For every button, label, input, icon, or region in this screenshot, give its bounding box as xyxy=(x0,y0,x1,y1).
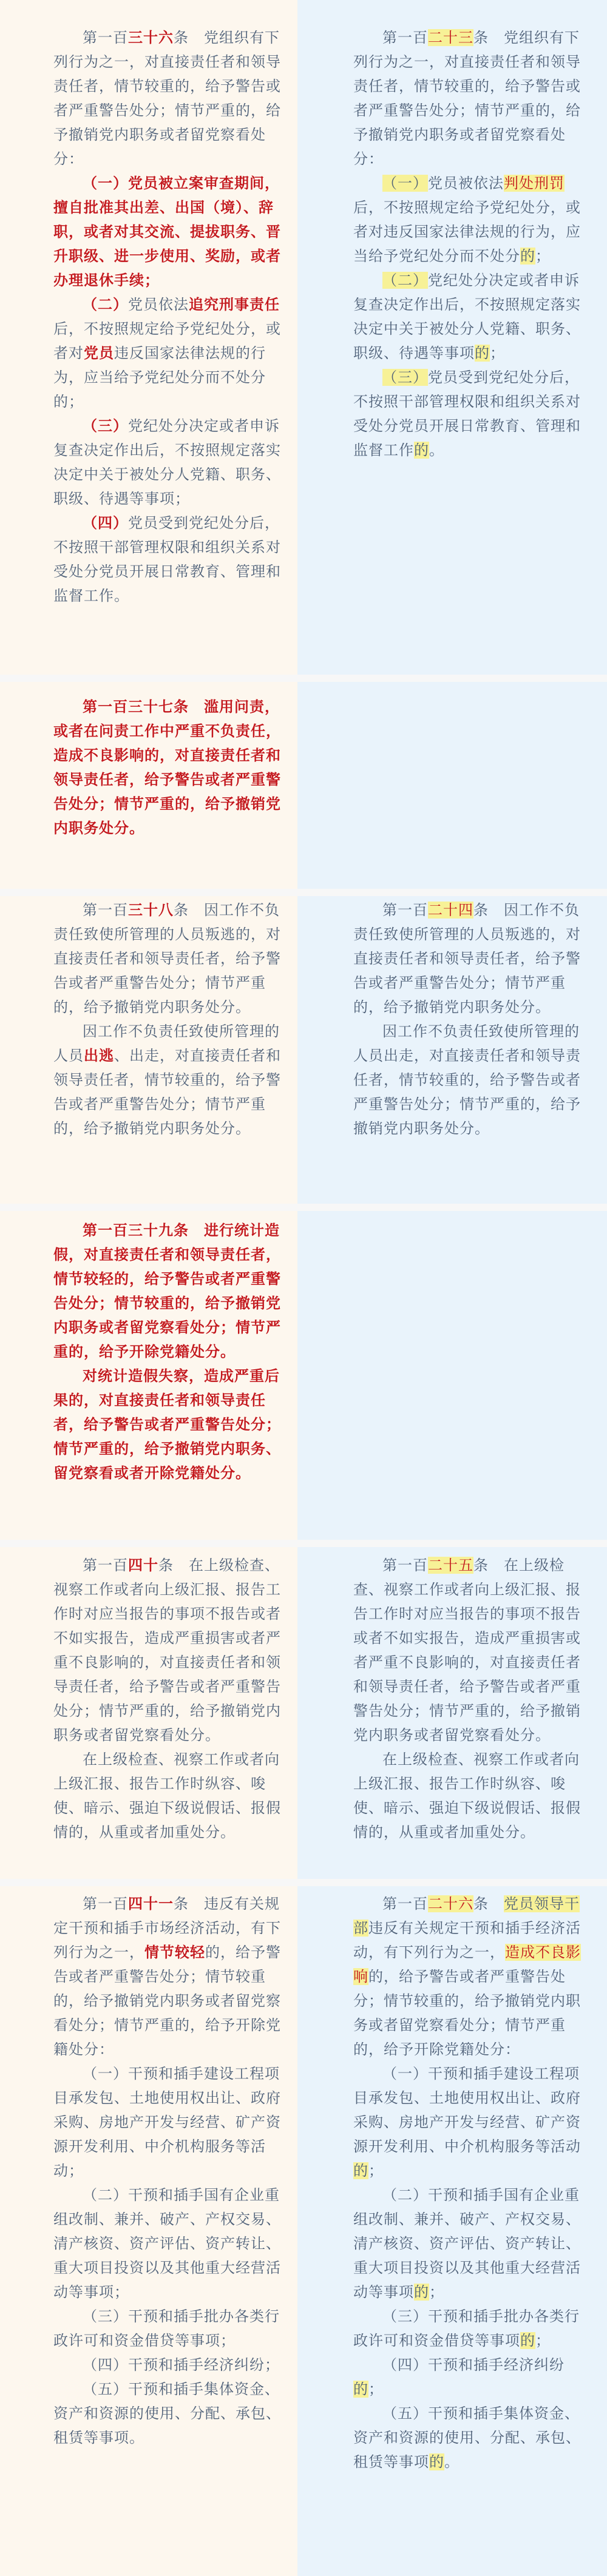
new-article-124 xyxy=(353,898,581,1141)
section-divider xyxy=(0,1204,607,1211)
section-divider xyxy=(0,675,607,682)
article-text: 第一百三十九条 进行统计造假，对直接责任者和领导责任者，情节较轻的，给予警告或者严重警告处分；情节较重的，给予撤销党内职务或者留党察看处分；情节严重的，给予开除党籍处分。 xyxy=(53,1222,281,1360)
article-heading: 第一百三十六条 党组织有下列行为之一，对直接责任者和领导责任者，情节较重的，给予警告或者严重警告处分；情节严重的，给予撤销党内职务或者留党察看处分： xyxy=(53,29,281,167)
article-heading: 第一百二十四条 因工作不负责任致使所管理的人员叛逃的，对直接责任者和领导责任者，给予警告或者严重警告处分；情节严重的，给予撤销党内职务处分。 xyxy=(353,902,581,1016)
article-heading: 第一百四十一条 违反有关规定干预和插手市场经济活动，有下列行为之一，情节较轻的，给予警告或者严重警告处分；情节较重的，给予撤销党内职务或者留党察看处分；情节严重的，给予开除党籍处分： xyxy=(53,1895,281,2058)
article-text: 第一百三十七条 滥用问责，或者在问责工作中严重不负责任，造成不良影响的，对直接责任者和领导责任者，给予警告或者严重警告处分；情节严重的，给予撤销党内职务处分。 xyxy=(53,698,281,837)
clause-3: （三）党纪处分决定或者申诉复查决定作出后，不按照规定落实决定中关于被处分人党籍、职务、职级、待遇等事项； xyxy=(53,417,281,507)
clause-3: （三）干预和插手批办各类行政许可和资金借贷等事项； xyxy=(53,2308,280,2349)
clause-4: （四）干预和插手经济纠纷的； xyxy=(353,2356,565,2398)
old-article-136 xyxy=(53,25,281,608)
clause-1: （一）党员被立案审查期间，擅自批准其出差、出国（境）、辞职，或者对其交流、提拔职务、晋升职级、进一步使用、奖励，或者办理退休手续； xyxy=(53,175,281,289)
clause-1: （一）党员被依法判处刑罚后，不按照规定给予党纪处分，或者对违反国家法律法规的行为，应当给予党纪处分而不处分的； xyxy=(353,175,581,265)
paragraph-2: 因工作不负责任致使所管理的人员出走，对直接责任者和领导责任者，情节较重的，给予警告或者严重警告处分；情节严重的，给予撤销党内职务处分。 xyxy=(353,1023,581,1137)
section-divider xyxy=(0,1540,607,1547)
section-divider xyxy=(0,889,607,896)
clause-3: （三）干预和插手批办各类行政许可和资金借贷等事项的； xyxy=(353,2308,580,2349)
old-article-140 xyxy=(53,1553,281,1844)
paragraph-2: 对统计造假失察，造成严重后果的，对直接责任者和领导责任者，给予警告或者严重警告处分；情节严重的，给予撤销党内职务、留党察看或者开除党籍处分。 xyxy=(53,1367,281,1482)
old-article-137 xyxy=(53,695,281,840)
clause-2: （二）党纪处分决定或者申诉复查决定作出后，不按照规定落实决定中关于被处分人党籍、职务、职级、待遇等事项的； xyxy=(353,272,581,362)
article-heading: 第一百三十八条 因工作不负责任致使所管理的人员叛逃的，对直接责任者和领导责任者，给予警告或者严重警告处分；情节严重的，给予撤销党内职务处分。 xyxy=(53,902,281,1016)
clause-2: （二）党员依法追究刑事责任后，不按照规定给予党纪处分，或者对党员违反国家法律法规的行为，应当给予党纪处分而不处分的； xyxy=(53,296,281,410)
clause-5: （五）干预和插手集体资金、资产和资源的使用、分配、承包、租赁等事项的。 xyxy=(353,2405,581,2470)
clause-4: （四）干预和插手经济纠纷； xyxy=(83,2356,280,2373)
section-divider xyxy=(0,1879,607,1886)
old-article-138 xyxy=(53,898,281,1141)
paragraph-2: 因工作不负责任致使所管理的人员出逃、出走，对直接责任者和领导责任者，情节较重的，给予警告或者严重警告处分；情节严重的，给予撤销党内职务处分。 xyxy=(53,1023,281,1137)
new-article-123 xyxy=(353,25,581,462)
article-heading: 第一百二十六条 党员领导干部违反有关规定干预和插手经济活动，有下列行为之一，造成不良影响的，给予警告或者严重警告处分；情节较重的，给予撤销党内职务或者留党察看处分；情节严重的，给予开除党籍处分： xyxy=(353,1895,581,2058)
paragraph-2: 在上级检查、视察工作或者向上级汇报、报告工作时纵容、唆使、暗示、强迫下级说假话、报假情的，从重或者加重处分。 xyxy=(53,1751,281,1841)
clause-2: （二）干预和插手国有企业重组改制、兼并、破产、产权交易、清产核资、资产评估、资产转让、重大项目投资以及其他重大经营活动等事项的； xyxy=(353,2187,581,2301)
clause-2: （二）干预和插手国有企业重组改制、兼并、破产、产权交易、清产核资、资产评估、资产转让、重大项目投资以及其他重大经营活动等事项； xyxy=(53,2187,281,2301)
new-article-126 xyxy=(353,1892,581,2474)
old-article-139 xyxy=(53,1218,281,1485)
clause-1: （一）干预和插手建设工程项目承发包、土地使用权出让、政府采购、房地产开发与经营、矿产资源开发利用、中介机构服务等活动； xyxy=(53,2065,281,2179)
paragraph-2: 在上级检查、视察工作或者向上级汇报、报告工作时纵容、唆使、暗示、强迫下级说假话、报假情的，从重或者加重处分。 xyxy=(353,1751,581,1841)
clause-4: （四）党员受到党纪处分后，不按照干部管理权限和组织关系对受处分党员开展日常教育、管理和监督工作。 xyxy=(53,514,281,604)
clause-1: （一）干预和插手建设工程项目承发包、土地使用权出让、政府采购、房地产开发与经营、矿产资源开发利用、中介机构服务等活动的； xyxy=(353,2065,581,2179)
new-article-125 xyxy=(353,1553,581,1844)
old-article-141 xyxy=(53,1892,281,2450)
article-heading: 第一百二十五条 在上级检查、视察工作或者向上级汇报、报告工作时对应当报告的事项不报告或者不如实报告，造成严重损害或者严重不良影响的，对直接责任者和领导责任者，给予警告或者严重警告处分；情节严重的，给予撤销党内职务或者留党察看处分。 xyxy=(353,1557,581,1744)
article-heading: 第一百四十条 在上级检查、视察工作或者向上级汇报、报告工作时对应当报告的事项不报告或者不如实报告，造成严重损害或者严重不良影响的，对直接责任者和领导责任者，给予警告或者严重警告处分；情节严重的，给予撤销党内职务或者留党察看处分。 xyxy=(53,1557,281,1744)
clause-3: （三）党员受到党纪处分后，不按照干部管理权限和组织关系对受处分党员开展日常教育、管理和监督工作的。 xyxy=(353,369,581,459)
article-heading: 第一百二十三条 党组织有下列行为之一，对直接责任者和领导责任者，情节较重的，给予警告或者严重警告处分；情节严重的，给予撤销党内职务或者留党察看处分： xyxy=(353,29,581,167)
clause-5: （五）干预和插手集体资金、资产和资源的使用、分配、承包、租赁等事项。 xyxy=(53,2381,281,2446)
